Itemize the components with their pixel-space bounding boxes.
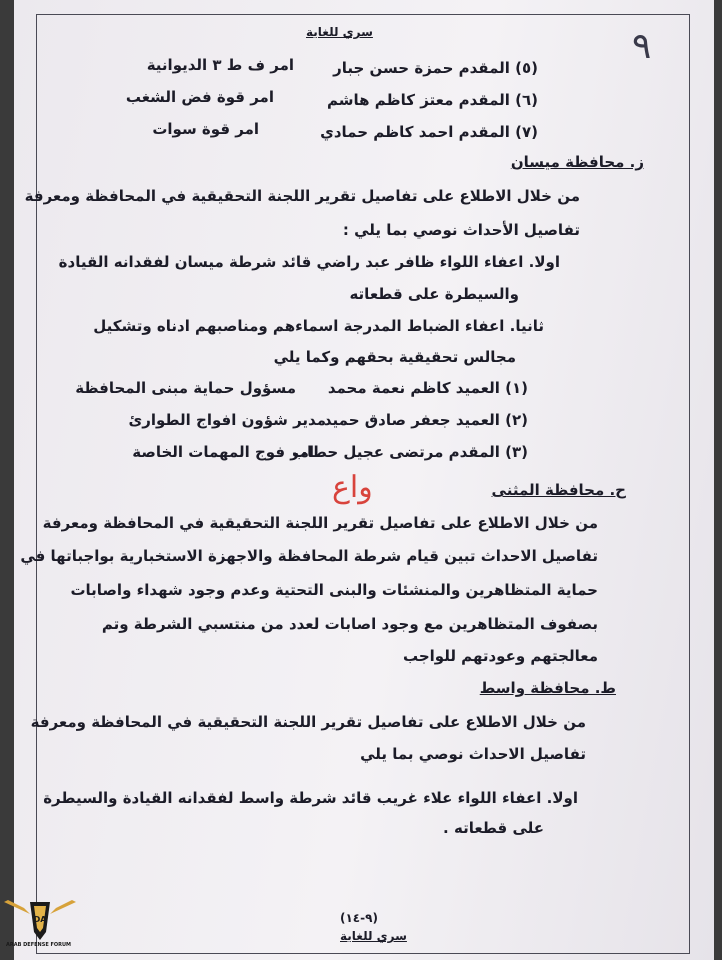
section-wasit-heading: ط. محافظة واسط bbox=[479, 679, 616, 697]
maysan-first-line-1: اولا. اعفاء اللواء ظافر عبد راضي قائد شرطة ميسان لفقدانه القيادة bbox=[58, 253, 560, 271]
handwritten-red-annotation: واع bbox=[332, 470, 373, 505]
wasit-first-line-1: اولا. اعفاء اللواء علاء غريب قائد شرطة واسط لفقدانه القيادة والسيطرة bbox=[43, 789, 578, 807]
maysan-intro-line-2: تفاصيل الأحداث نوصي بما يلي : bbox=[342, 221, 580, 239]
officer-7-role: امر قوة سوات bbox=[152, 120, 259, 138]
maysan-second-line-1: ثانيا. اعفاء الضباط المدرجة اسماءهم ومناصبهم ادناه وتشكيل bbox=[93, 317, 544, 335]
maysan-officer-2-role: مدير شؤون افواج الطوارئ bbox=[128, 411, 326, 429]
document-page bbox=[14, 0, 714, 960]
wasit-intro-line-2: تفاصيل الاحداث نوصي بما يلي bbox=[360, 745, 586, 763]
maysan-first-line-2: والسيطرة على قطعاته bbox=[349, 285, 519, 303]
classification-top: سري للغاية bbox=[306, 25, 373, 39]
officer-6-role: امر قوة فض الشغب bbox=[125, 88, 274, 106]
officer-5-name: (٥) المقدم حمزة حسن جبار bbox=[333, 59, 538, 77]
wasit-first-line-2: على قطعاته . bbox=[443, 819, 544, 837]
section-muthanna-heading: ح. محافظة المثنى bbox=[491, 481, 626, 499]
officer-5-role: امر ف ط ٣ الديوانية bbox=[146, 56, 294, 74]
maysan-intro-line-1: من خلال الاطلاع على تفاصيل تقرير اللجنة التحقيقية في المحافظة ومعرفة bbox=[24, 187, 580, 205]
section-maysan-heading: ز. محافظة ميسان bbox=[510, 153, 644, 171]
maysan-officer-3-name: (٣) المقدم مرتضى عجيل حطاب bbox=[292, 443, 528, 461]
logo-caption: ARAB DEFENSE FORUM bbox=[6, 942, 72, 948]
maysan-officer-1-role: مسؤول حماية مبنى المحافظة bbox=[75, 379, 296, 397]
officer-7-name: (٧) المقدم احمد كاظم حمادي bbox=[320, 123, 538, 141]
muthanna-line-4: بصفوف المتظاهرين مع وجود اصابات لعدد من منتسبي الشرطة وتم bbox=[101, 615, 598, 633]
classification-bottom: سري للغاية bbox=[340, 929, 407, 943]
muthanna-line-2: تفاصيل الاحداث تبين قيام شرطة المحافظة والاجهزة الاستخبارية بواجباتها في bbox=[20, 547, 598, 565]
maysan-officer-3-role: امر فوج المهمات الخاصة bbox=[132, 443, 314, 461]
muthanna-line-5: معالجتهم وعودتهم للواجب bbox=[402, 647, 598, 665]
svg-text:DA: DA bbox=[33, 915, 47, 924]
wasit-intro-line-1: من خلال الاطلاع على تفاصيل تقرير اللجنة التحقيقية في المحافظة ومعرفة bbox=[30, 713, 586, 731]
muthanna-line-3: حماية المتظاهرين والمنشئات والبنى التحتية وعدم وجود شهداء واصابات bbox=[70, 581, 598, 599]
muthanna-line-1: من خلال الاطلاع على تفاصيل تقرير اللجنة التحقيقية في المحافظة ومعرفة bbox=[42, 514, 598, 532]
footer-page-ref: (٩-١٤) bbox=[340, 911, 378, 925]
handwritten-page-number: ٩ bbox=[632, 26, 652, 67]
maysan-second-line-2: مجالس تحقيقية بحقهم وكما يلي bbox=[273, 348, 516, 366]
maysan-officer-2-name: (٢) العميد جعفر صادق حميد bbox=[323, 411, 528, 429]
maysan-officer-1-name: (١) العميد كاظم نعمة محمد bbox=[327, 379, 528, 397]
officer-6-name: (٦) المقدم معتز كاظم هاشم bbox=[326, 91, 538, 109]
